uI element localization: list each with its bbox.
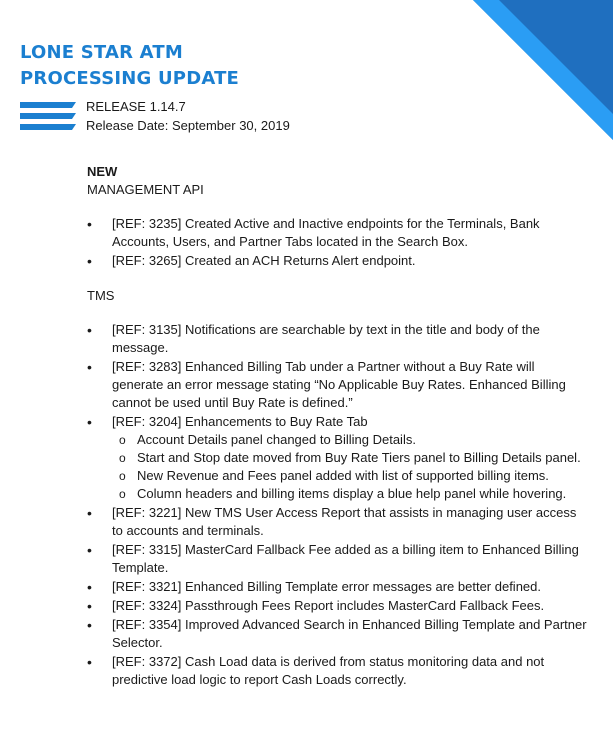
release-info — [86, 97, 290, 135]
list-item: • [REF: 3315] MasterCard Fallback Fee added as a billing item to Enhanced Billing Template. — [87, 541, 587, 577]
list-item: • [REF: 3265] Created an ACH Returns Alert endpoint. — [87, 252, 587, 270]
list-item-text: • [REF: 3204] Enhancements to Buy Rate Tab — [112, 414, 368, 429]
list-item: • [REF: 3221] New TMS User Access Report that assists in managing user access to accounts and terminals. — [87, 504, 587, 540]
title-line-2: PROCESSING UPDATE — [20, 68, 240, 89]
tms-heading: TMS — [87, 288, 115, 303]
list-item-with-subitems — [87, 413, 587, 503]
section-new-heading: NEW — [87, 164, 118, 179]
list-item: • [REF: 3321] Enhanced Billing Template error messages are better defined. — [87, 578, 587, 596]
tms-list — [87, 321, 587, 689]
release-date: Release Date: September 30, 2019 — [86, 118, 290, 133]
list-item: • [REF: 3235] Created Active and Inactive endpoints for the Terminals, Bank Accounts, Users, and Partner Tabs located in the Search Box. — [87, 215, 587, 251]
sub-list-item: o Start and Stop date moved from Buy Rate Tiers panel to Billing Details panel. — [112, 449, 587, 467]
corner-decoration — [473, 0, 613, 140]
list-item: • [REF: 3354] Improved Advanced Search in Enhanced Billing Template and Partner Selector. — [87, 616, 587, 652]
stripes-logo-icon — [20, 102, 76, 130]
list-item: • [REF: 3324] Passthrough Fees Report includes MasterCard Fallback Fees. — [87, 597, 587, 615]
document-title — [20, 40, 239, 92]
management-api-list — [87, 215, 587, 270]
list-item: • [REF: 3283] Enhanced Billing Tab under a Partner without a Buy Rate will generate an error message stating “No Applicable Buy Rates. Enhanced Billing cannot be used until Buy Rate is defined.” — [87, 358, 587, 412]
release-notes — [87, 163, 587, 690]
sub-list — [87, 431, 587, 503]
sub-list-item: o New Revenue and Fees panel added with list of supported billing items. — [112, 467, 587, 485]
list-item: • [REF: 3372] Cash Load data is derived from status monitoring data and not predictive load logic to report Cash Loads correctly. — [87, 653, 587, 689]
title-line-1: LONE STAR ATM — [20, 42, 183, 63]
sub-list-item: o Column headers and billing items display a blue help panel while hovering. — [112, 485, 587, 503]
list-item: • [REF: 3135] Notifications are searchable by text in the title and body of the message. — [87, 321, 587, 357]
sub-list-item: o Account Details panel changed to Billing Details. — [112, 431, 587, 449]
management-api-heading: MANAGEMENT API — [87, 182, 204, 197]
release-number: RELEASE 1.14.7 — [86, 99, 186, 114]
